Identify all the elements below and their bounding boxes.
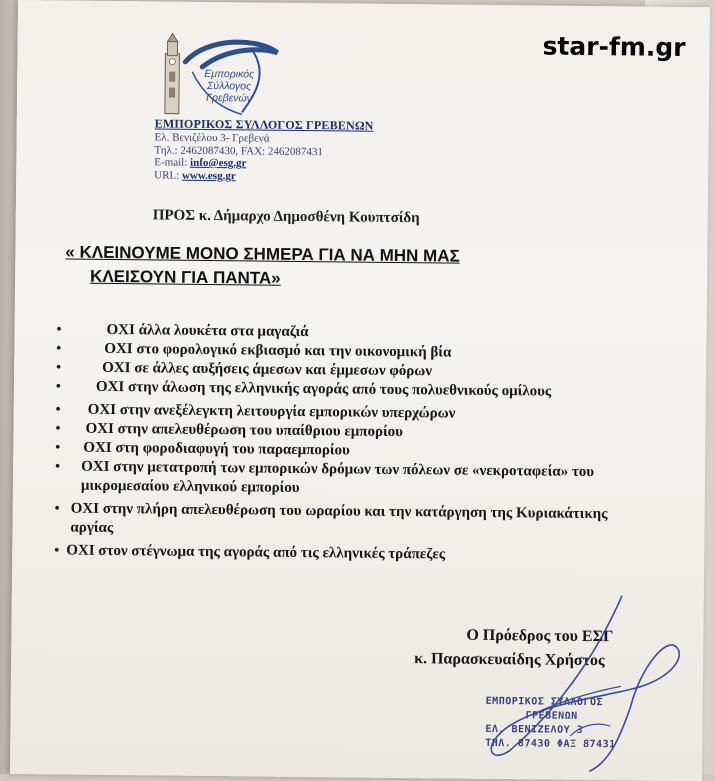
url-row bbox=[154, 169, 323, 183]
headline-line-2 bbox=[65, 265, 625, 295]
recipient-line: ΠΡΟΣ κ. Δήμαρχο Δημοσθένη Κουπτσίδη bbox=[152, 207, 420, 227]
list-item: • ΟΧΙ στην άλωση της ελληνικής αγοράς από τους πολυεθνικούς ομίλους bbox=[54, 377, 654, 402]
demands-list bbox=[52, 320, 654, 566]
list-item: • ΟΧΙ στην πλήρη απελευθέρωση του ωραρίου και την κατάργηση της Κυριακάτικης αργίας bbox=[52, 499, 652, 543]
logo-text bbox=[193, 68, 265, 105]
url-label: URL: bbox=[154, 168, 183, 182]
list-item: • ΟΧΙ στη φοροδιαφυγή του παραεμπορίου bbox=[53, 438, 653, 463]
signature-title: Ο Πρόεδρος του ΕΣΓ bbox=[466, 626, 614, 646]
stamp-line: ΓΡΕΒΕΝΩΝ bbox=[525, 710, 578, 722]
signature-name: κ. Παρασκευαίδης Χρήστος bbox=[414, 650, 605, 670]
watermark: star-fm.gr bbox=[542, 31, 686, 62]
contact-block bbox=[154, 131, 323, 183]
stamp-line: ΕΛ. ΒΕΝΙΖΕΛΟΥ 3 bbox=[485, 723, 584, 736]
email-label: E-mail: bbox=[154, 156, 191, 169]
list-item: • ΟΧΙ άλλα λουκέτα στα μαγαζιά bbox=[54, 320, 654, 345]
document-page bbox=[10, 0, 710, 781]
handwritten-signature bbox=[470, 585, 702, 777]
list-item: • ΟΧΙ στο φορολογικό εκβιασμό και την οικονομική βία bbox=[54, 339, 654, 364]
stamp-line: ΕΜΠΟΡΙΚΟΣ ΣΥΛΛΟΓΟΣ bbox=[485, 695, 604, 709]
logo-line: Γρεβενών bbox=[205, 91, 252, 105]
phone: Τηλ.: 2462087430, FAX: 2462087431 bbox=[154, 143, 323, 158]
logo bbox=[157, 31, 368, 128]
list-item: • ΟΧΙ στον στέγνωμα της αγοράς από τις ελληνικές τράπεζες bbox=[52, 541, 652, 566]
headline-text-2: ΚΛΕΙΣΟΥΝ ΓΙΑ ΠΑΝΤΑ» bbox=[90, 266, 281, 288]
url-link[interactable]: www.esg.gr bbox=[181, 169, 236, 182]
stamp-line: ΤΗΛ. 87430 ΦΑΞ 87431 bbox=[485, 737, 616, 751]
logo-line: Εμπορικός bbox=[204, 67, 255, 81]
list-item: • ΟΧΙ στην ανεξέλεγκτη λειτουργία εμπορικών υπερχώρων bbox=[54, 400, 654, 425]
list-item: • ΟΧΙ στην μετατροπή των εμπορικών δρόμων των πόλεων σε «νεκροταφεία» του μικρομεσαίου ελληνικού εμπορίου bbox=[53, 457, 653, 501]
organization-name: ΕΜΠΟΡΙΚΟΣ ΣΥΛΛΟΓΟΣ ΓΡΕΒΕΝΩΝ bbox=[154, 116, 374, 133]
email-link[interactable]: info@esg.gr bbox=[189, 156, 247, 170]
list-item: • ΟΧΙ στην απελευθέρωση του υπαίθριου εμπορίου bbox=[53, 419, 653, 444]
headline bbox=[65, 241, 625, 295]
logo-line: Σύλλογος bbox=[206, 79, 252, 93]
headline-text-1: « ΚΛΕΙΝΟΥΜΕ ΜΟΝΟ ΣΗΜΕΡΑ ΓΙΑ ΝΑ ΜΗΝ ΜΑΣ bbox=[65, 242, 460, 266]
address: Ελ. Βενιζέλου 3- Γρεβενά bbox=[154, 131, 270, 145]
list-item: • ΟΧΙ σε άλλες αυξήσεις άμεσων και έμμεσων φόρων bbox=[54, 358, 654, 383]
